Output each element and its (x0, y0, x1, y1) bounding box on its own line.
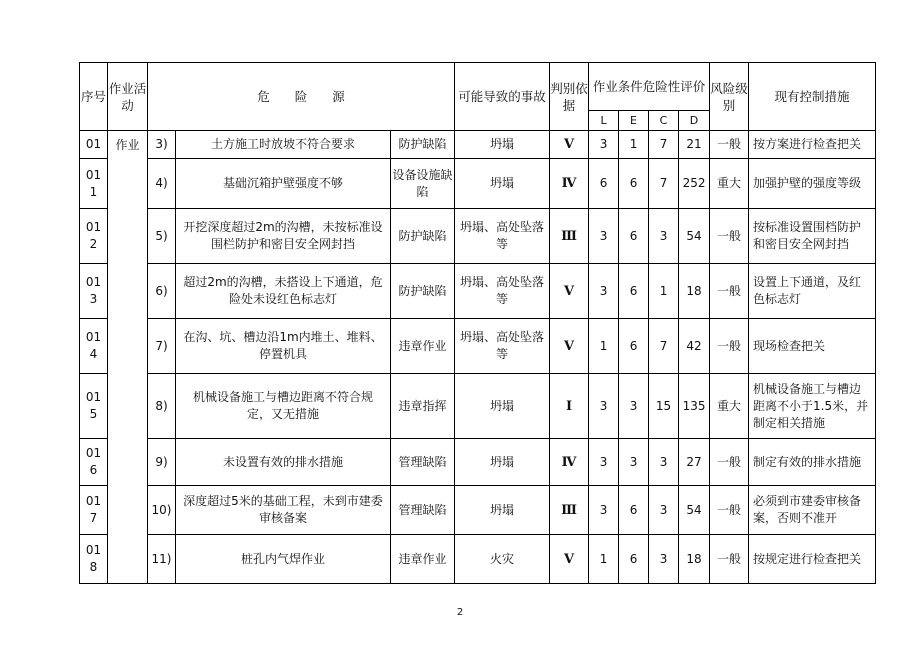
hazard-index: 10) (148, 486, 176, 535)
score-L: 3 (589, 439, 619, 486)
header-accident: 可能导致的事故 (455, 63, 550, 131)
score-E: 6 (619, 535, 649, 584)
hazard-category: 违章作业 (391, 535, 455, 584)
hazard-category: 违章作业 (391, 319, 455, 374)
activity-cell: 作业 (108, 131, 148, 584)
score-C: 3 (649, 535, 679, 584)
seq-line-1: 01 (85, 390, 102, 404)
judgment-basis: Ⅳ (550, 439, 589, 486)
seq-cell (80, 319, 108, 374)
score-D: 54 (679, 209, 710, 264)
table-row (80, 439, 876, 486)
hazard-index: 4) (148, 159, 176, 209)
score-D: 21 (679, 131, 710, 159)
possible-accident: 坍塌 (455, 439, 550, 486)
seq-cell (80, 486, 108, 535)
header-control: 现有控制措施 (749, 63, 876, 131)
risk-level: 重大 (710, 374, 749, 439)
possible-accident: 坍塌 (455, 374, 550, 439)
risk-level: 一般 (710, 486, 749, 535)
hazard-index: 9) (148, 439, 176, 486)
table-row (80, 374, 876, 439)
control-measure: 按方案进行检查把关 (749, 131, 876, 159)
score-C: 3 (649, 486, 679, 535)
hazard-description: 超过2m的沟槽，未搭设上下通道，危险处未设红色标志灯 (176, 264, 391, 319)
control-measure: 按规定进行检查把关 (749, 535, 876, 584)
score-C: 1 (649, 264, 679, 319)
score-E: 3 (619, 439, 649, 486)
judgment-basis: Ⅴ (550, 319, 589, 374)
hazard-category: 防护缺陷 (391, 264, 455, 319)
seq-line-1: 01 (85, 275, 102, 289)
possible-accident: 坍塌、高处坠落等 (455, 264, 550, 319)
control-measure: 设置上下通道，及红色标志灯 (749, 264, 876, 319)
risk-level: 一般 (710, 439, 749, 486)
hazard-category: 设备设施缺陷 (391, 159, 455, 209)
seq-line-2: 5 (89, 407, 98, 421)
seq-line-2: 6 (89, 463, 98, 477)
hazard-description: 在沟、坑、槽边沿1m内堆土、堆料、停置机具 (176, 319, 391, 374)
header-basis: 判别依据 (550, 63, 589, 131)
hazard-index: 11) (148, 535, 176, 584)
header-risk-level: 风险级别 (710, 63, 749, 131)
risk-level: 一般 (710, 535, 749, 584)
judgment-basis: Ⅲ (550, 486, 589, 535)
score-L: 3 (589, 131, 619, 159)
page-number: 2 (456, 607, 464, 618)
hazard-index: 8) (148, 374, 176, 439)
table-row (80, 209, 876, 264)
risk-level: 一般 (710, 131, 749, 159)
seq-cell (80, 131, 108, 159)
seq-line-2: 4 (89, 347, 98, 361)
control-measure: 制定有效的排水措施 (749, 439, 876, 486)
judgment-basis: Ⅴ (550, 264, 589, 319)
risk-level: 重大 (710, 159, 749, 209)
header-L: L (589, 111, 619, 131)
table-row (80, 535, 876, 584)
table-row (80, 264, 876, 319)
possible-accident: 火灾 (455, 535, 550, 584)
control-measure: 必须到市建委审核备案，否则不准开 (749, 486, 876, 535)
header-condition-group: 作业条件危险性评价 (589, 63, 710, 111)
possible-accident: 坍塌、高处坠落等 (455, 209, 550, 264)
header-activity: 作业活动 (108, 63, 148, 131)
score-L: 3 (589, 374, 619, 439)
header-D: D (679, 111, 710, 131)
header-C: C (649, 111, 679, 131)
seq-line-2: 2 (89, 237, 98, 251)
seq-line-1: 01 (85, 220, 102, 234)
judgment-basis: Ⅴ (550, 535, 589, 584)
table-body (80, 63, 876, 584)
hazard-index: 5) (148, 209, 176, 264)
hazard-index: 3) (148, 131, 176, 159)
score-E: 6 (619, 209, 649, 264)
possible-accident: 坍塌、高处坠落等 (455, 319, 550, 374)
score-E: 6 (619, 264, 649, 319)
hazard-description: 机械设备施工与槽边距离不符合规定，又无措施 (176, 374, 391, 439)
hazard-description: 桩孔内气焊作业 (176, 535, 391, 584)
hazard-index: 7) (148, 319, 176, 374)
hazard-assessment-table (79, 62, 876, 584)
seq-line-1: 01 (85, 494, 102, 508)
score-D: 54 (679, 486, 710, 535)
score-D: 135 (679, 374, 710, 439)
seq-line-2: 1 (89, 184, 98, 199)
risk-level: 一般 (710, 264, 749, 319)
risk-level: 一般 (710, 319, 749, 374)
seq-line-1: 01 (85, 543, 102, 557)
score-D: 252 (679, 159, 710, 209)
seq-line-2: 8 (89, 560, 98, 574)
score-C: 15 (649, 374, 679, 439)
score-L: 3 (589, 486, 619, 535)
seq-line-1: 01 (85, 446, 102, 460)
score-L: 1 (589, 535, 619, 584)
table-row (80, 159, 876, 209)
hazard-category: 管理缺陷 (391, 439, 455, 486)
score-D: 42 (679, 319, 710, 374)
control-measure: 按标准设置围档防护和密目安全网封挡 (749, 209, 876, 264)
hazard-description: 土方施工时放坡不符合要求 (176, 131, 391, 159)
control-measure: 加强护壁的强度等级 (749, 159, 876, 209)
score-E: 6 (619, 486, 649, 535)
score-C: 3 (649, 439, 679, 486)
judgment-basis: Ⅰ (550, 374, 589, 439)
hazard-category: 管理缺陷 (391, 486, 455, 535)
seq-line-1: 01 (85, 330, 102, 344)
possible-accident: 坍塌 (455, 159, 550, 209)
table-row (80, 131, 876, 159)
control-measure: 机械设备施工与槽边距离不小于1.5米，并制定相关措施 (749, 374, 876, 439)
seq-line-1: 01 (85, 137, 102, 151)
seq-cell (80, 264, 108, 319)
score-C: 7 (649, 159, 679, 209)
score-C: 7 (649, 319, 679, 374)
score-C: 7 (649, 131, 679, 159)
table-row (80, 319, 876, 374)
judgment-basis: Ⅴ (550, 131, 589, 159)
score-E: 1 (619, 131, 649, 159)
score-E: 6 (619, 319, 649, 374)
seq-cell (80, 159, 108, 209)
score-E: 3 (619, 374, 649, 439)
seq-cell (80, 209, 108, 264)
hazard-description: 深度超过5米的基础工程，未到市建委审核备案 (176, 486, 391, 535)
hazard-category: 防护缺陷 (391, 209, 455, 264)
control-measure: 现场检查把关 (749, 319, 876, 374)
header-row (80, 63, 876, 111)
score-L: 3 (589, 264, 619, 319)
possible-accident: 坍塌 (455, 131, 550, 159)
score-L: 1 (589, 319, 619, 374)
seq-line-2: 3 (89, 292, 98, 306)
possible-accident: 坍塌 (455, 486, 550, 535)
header-E: E (619, 111, 649, 131)
hazard-index: 6) (148, 264, 176, 319)
hazard-description: 未设置有效的排水措施 (176, 439, 391, 486)
score-D: 27 (679, 439, 710, 486)
hazard-category: 违章指挥 (391, 374, 455, 439)
score-L: 3 (589, 209, 619, 264)
seq-cell (80, 374, 108, 439)
table-row (80, 486, 876, 535)
header-hazard-source: 危 险 源 (148, 63, 455, 131)
score-C: 3 (649, 209, 679, 264)
judgment-basis: Ⅲ (550, 209, 589, 264)
score-L: 6 (589, 159, 619, 209)
score-D: 18 (679, 264, 710, 319)
hazard-category: 防护缺陷 (391, 131, 455, 159)
risk-level: 一般 (710, 209, 749, 264)
judgment-basis: Ⅳ (550, 159, 589, 209)
seq-line-2: 7 (89, 511, 98, 525)
seq-cell (80, 439, 108, 486)
seq-cell (80, 535, 108, 584)
hazard-description: 开挖深度超过2m的沟槽，未按标准设围栏防护和密目安全网封挡 (176, 209, 391, 264)
score-D: 18 (679, 535, 710, 584)
hazard-description: 基础沉箱护壁强度不够 (176, 159, 391, 209)
score-E: 6 (619, 159, 649, 209)
header-seq: 序号 (80, 63, 108, 131)
seq-line-1: 01 (85, 167, 102, 182)
